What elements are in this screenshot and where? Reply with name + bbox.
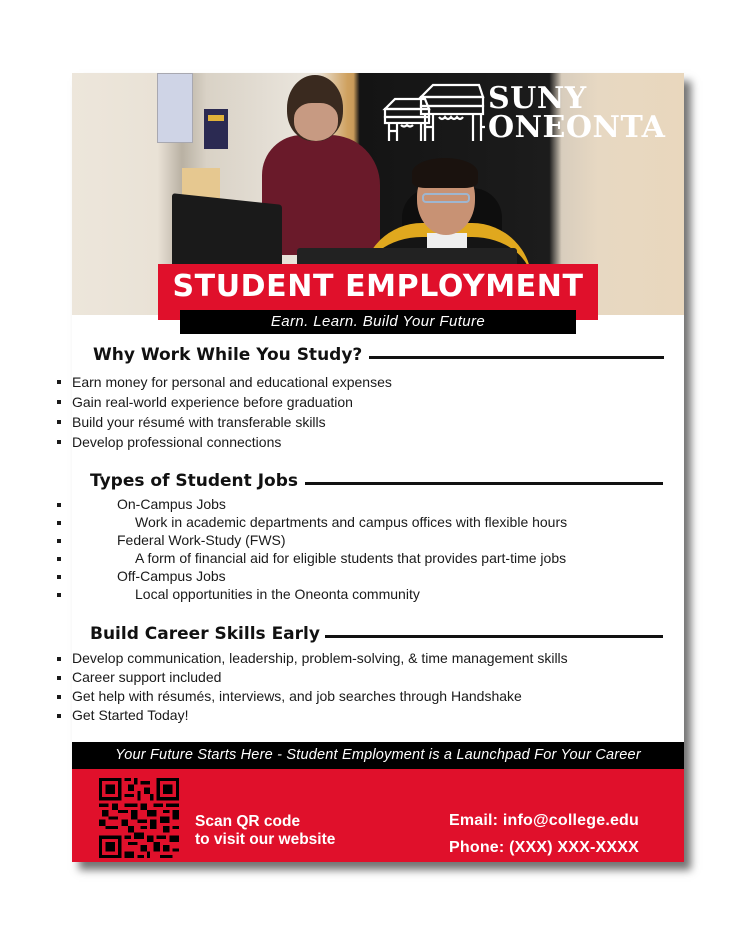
list-item: Develop communication, leadership, problem-solving, & time management skills (72, 649, 684, 668)
job-type-detail: A form of financial aid for eligible students that provides part-time jobs (135, 550, 567, 566)
wall-poster (204, 109, 228, 149)
tagline: Earn. Learn. Build Your Future (180, 310, 576, 334)
logo-line2: ONEONTA (488, 110, 666, 145)
glasses (422, 193, 470, 203)
section-job-types (72, 471, 684, 603)
list-item (72, 531, 684, 549)
section-divider (305, 482, 663, 485)
section-header (72, 471, 684, 495)
list-item: Build your résumé with transferable skills (72, 412, 684, 432)
contact-info (449, 807, 639, 861)
qr-code-icon[interactable] (98, 778, 180, 858)
job-type-label: Off-Campus Jobs (117, 568, 226, 584)
bullet-list (72, 495, 684, 603)
scan-line1: Scan QR code (195, 813, 301, 830)
list-subitem (72, 585, 684, 603)
section-career-skills (72, 624, 684, 725)
list-item: Gain real-world experience before graduation (72, 392, 684, 412)
person-seated-hair (412, 158, 478, 188)
building-icon (381, 81, 485, 145)
page-title: STUDENT EMPLOYMENT (172, 269, 584, 304)
job-type-detail: Local opportunities in the Oneonta community (135, 586, 420, 602)
list-item: Develop professional connections (72, 432, 684, 452)
contact-footer (72, 769, 684, 862)
phone-link[interactable]: Phone: (XXX) XXX-XXXX (449, 839, 640, 856)
bullet-list (72, 372, 684, 452)
bullet-list (72, 649, 684, 725)
suny-oneonta-logo (381, 81, 681, 145)
list-subitem (72, 513, 684, 531)
job-type-detail: Work in academic departments and campus offices with flexible hours (135, 514, 568, 530)
section-header (72, 345, 684, 369)
person-standing-face (294, 103, 338, 141)
slogan-strip: Your Future Starts Here - Student Employment is a Launchpad For Your Career (72, 742, 684, 769)
logo-wordmark (488, 81, 666, 145)
section-divider (369, 356, 664, 359)
list-item: Career support included (72, 668, 684, 687)
scan-qr-text (195, 813, 335, 849)
flyer-page (72, 73, 684, 862)
job-type-label: Federal Work-Study (FWS) (117, 532, 286, 548)
section-divider (325, 635, 663, 638)
list-item: Get Started Today! (72, 706, 684, 725)
list-item (72, 495, 684, 513)
section-heading: Why Work While You Study? (93, 345, 363, 365)
list-subitem (72, 549, 684, 567)
scan-line2: to visit our website (195, 831, 336, 848)
list-item (72, 567, 684, 585)
email-link[interactable]: Email: info@college.edu (449, 812, 640, 829)
list-item: Earn money for personal and educational expenses (72, 372, 684, 392)
section-heading: Types of Student Jobs (90, 471, 299, 491)
wall-poster (157, 73, 193, 143)
list-item: Get help with résumés, interviews, and job searches through Handshake (72, 687, 684, 706)
section-header (72, 624, 684, 648)
logo-line1: SUNY (488, 81, 587, 116)
job-type-label: On-Campus Jobs (117, 496, 226, 512)
section-why-work (72, 345, 684, 452)
section-heading: Build Career Skills Early (90, 624, 320, 644)
